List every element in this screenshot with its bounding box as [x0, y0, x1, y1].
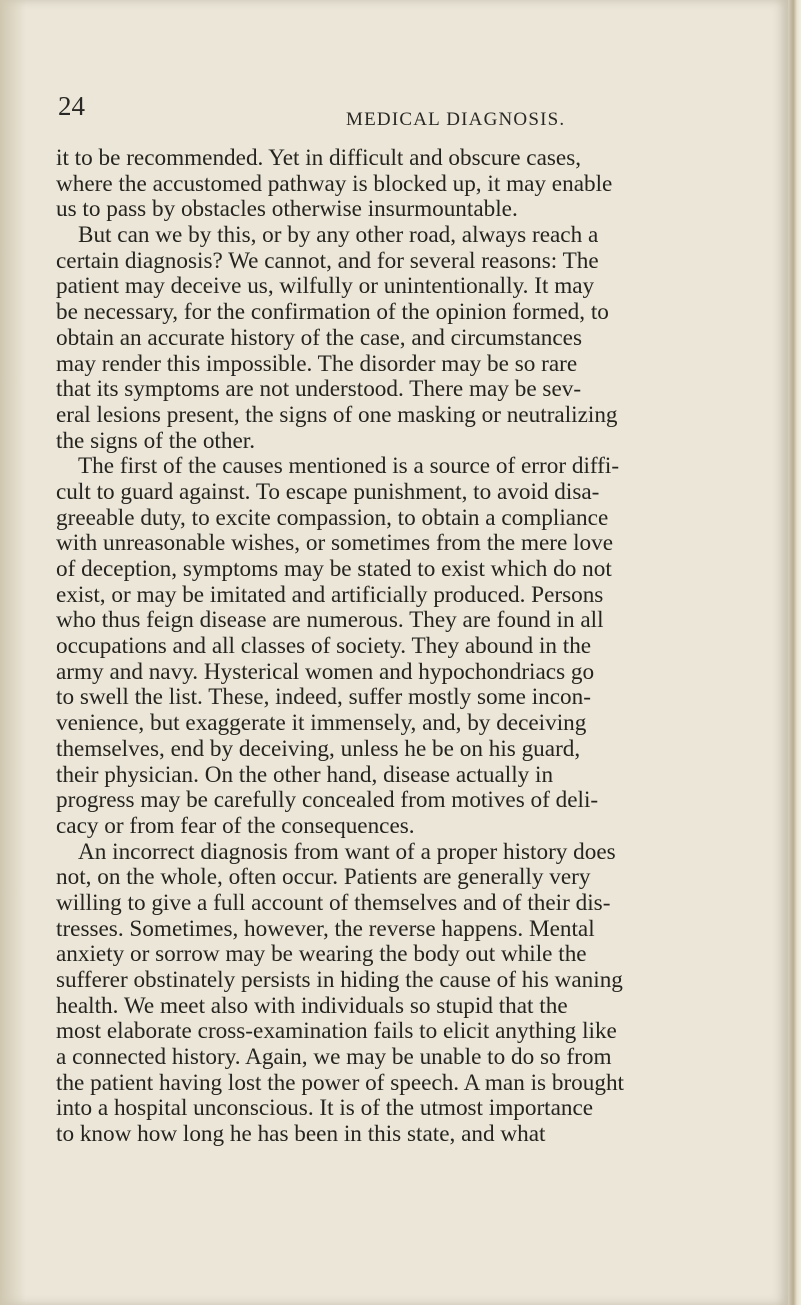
- text-line: tresses. Sometimes, however, the reverse happens. Mental: [56, 915, 595, 942]
- text-line: exist, or may be imitated and artificially produced. Persons: [56, 581, 604, 608]
- text-line: sufferer obstinately persists in hiding the cause of his waning: [56, 967, 623, 993]
- text-line: of deception, symptoms may be stated to exist which do not: [56, 556, 612, 582]
- text-line: cacy or from fear of the consequences.: [56, 812, 415, 839]
- text-line: us to pass by obstacles otherwise insurmountable.: [56, 196, 518, 223]
- text-line: health. We meet also with individuals so stupid that the: [56, 992, 568, 1019]
- page-header: [58, 93, 748, 133]
- text-line: the signs of the other.: [56, 427, 255, 454]
- running-head: MEDICAL DIAGNOSIS.: [346, 109, 566, 130]
- text-line: that its symptoms are not understood. There may be sev-: [56, 376, 582, 403]
- text-line: army and navy. Hysterical women and hypochondriacs go: [56, 658, 595, 685]
- page-gutter-shadow: [0, 0, 26, 1305]
- text-line: to know how long he has been in this state, and what: [56, 1121, 546, 1148]
- paragraph-start-line: But can we by this, or by any other road, always reach a: [78, 222, 599, 249]
- text-line: most elaborate cross-examination fails to elicit anything like: [56, 1018, 617, 1045]
- text-line: the patient having lost the power of speech. A man is brought: [56, 1069, 624, 1096]
- page-number: 24: [58, 91, 85, 121]
- text-line: into a hospital unconscious. It is of the utmost importance: [56, 1095, 594, 1122]
- text-line: greeable duty, to excite compassion, to obtain a compliance: [56, 504, 609, 531]
- text-line: cult to guard against. To escape punishment, to avoid disa-: [56, 478, 600, 505]
- text-line: occupations and all classes of society. They abound in the: [56, 633, 592, 660]
- text-line: not, on the whole, often occur. Patients are generally very: [56, 864, 591, 891]
- text-line: a connected history. Again, we may be unable to do so from: [56, 1044, 612, 1071]
- text-line: themselves, end by deceiving, unless he be on his guard,: [56, 735, 581, 762]
- paragraph-start-line: The first of the causes mentioned is a source of error diffi-: [78, 453, 620, 480]
- text-line: it to be recommended. Yet in difficult and obscure cases,: [56, 145, 582, 171]
- text-line: where the accustomed pathway is blocked up, it may enable: [56, 170, 613, 197]
- text-line: be necessary, for the confirmation of the opinion formed, to: [56, 299, 609, 326]
- text-line: eral lesions present, the signs of one masking or neutralizing: [56, 401, 618, 428]
- text-line: with unreasonable wishes, or sometimes from the mere love: [56, 530, 613, 557]
- text-line: may render this impossible. The disorder may be so rare: [56, 350, 578, 377]
- text-line: certain diagnosis? We cannot, and for several reasons: The: [56, 247, 599, 274]
- body-text: [56, 146, 776, 1148]
- text-line: willing to give a full account of themselves and of their dis-: [56, 889, 611, 916]
- page-edge: [788, 0, 801, 1305]
- paragraph-start-line: An incorrect diagnosis from want of a proper history does: [78, 838, 616, 865]
- text-line: to swell the list. These, indeed, suffer mostly some incon-: [56, 684, 591, 711]
- text-line: obtain an accurate history of the case, and circumstances: [56, 324, 582, 351]
- text-line: their physician. On the other hand, disease actually in: [56, 761, 554, 788]
- text-line: venience, but exaggerate it immensely, and, by deceiving: [56, 710, 587, 737]
- text-line: progress may be carefully concealed from motives of deli-: [56, 787, 599, 814]
- text-line: who thus feign disease are numerous. They are found in all: [56, 607, 604, 634]
- text-line: patient may deceive us, wilfully or unintentionally. It may: [56, 273, 595, 300]
- text-line: anxiety or sorrow may be wearing the body out while the: [56, 941, 587, 968]
